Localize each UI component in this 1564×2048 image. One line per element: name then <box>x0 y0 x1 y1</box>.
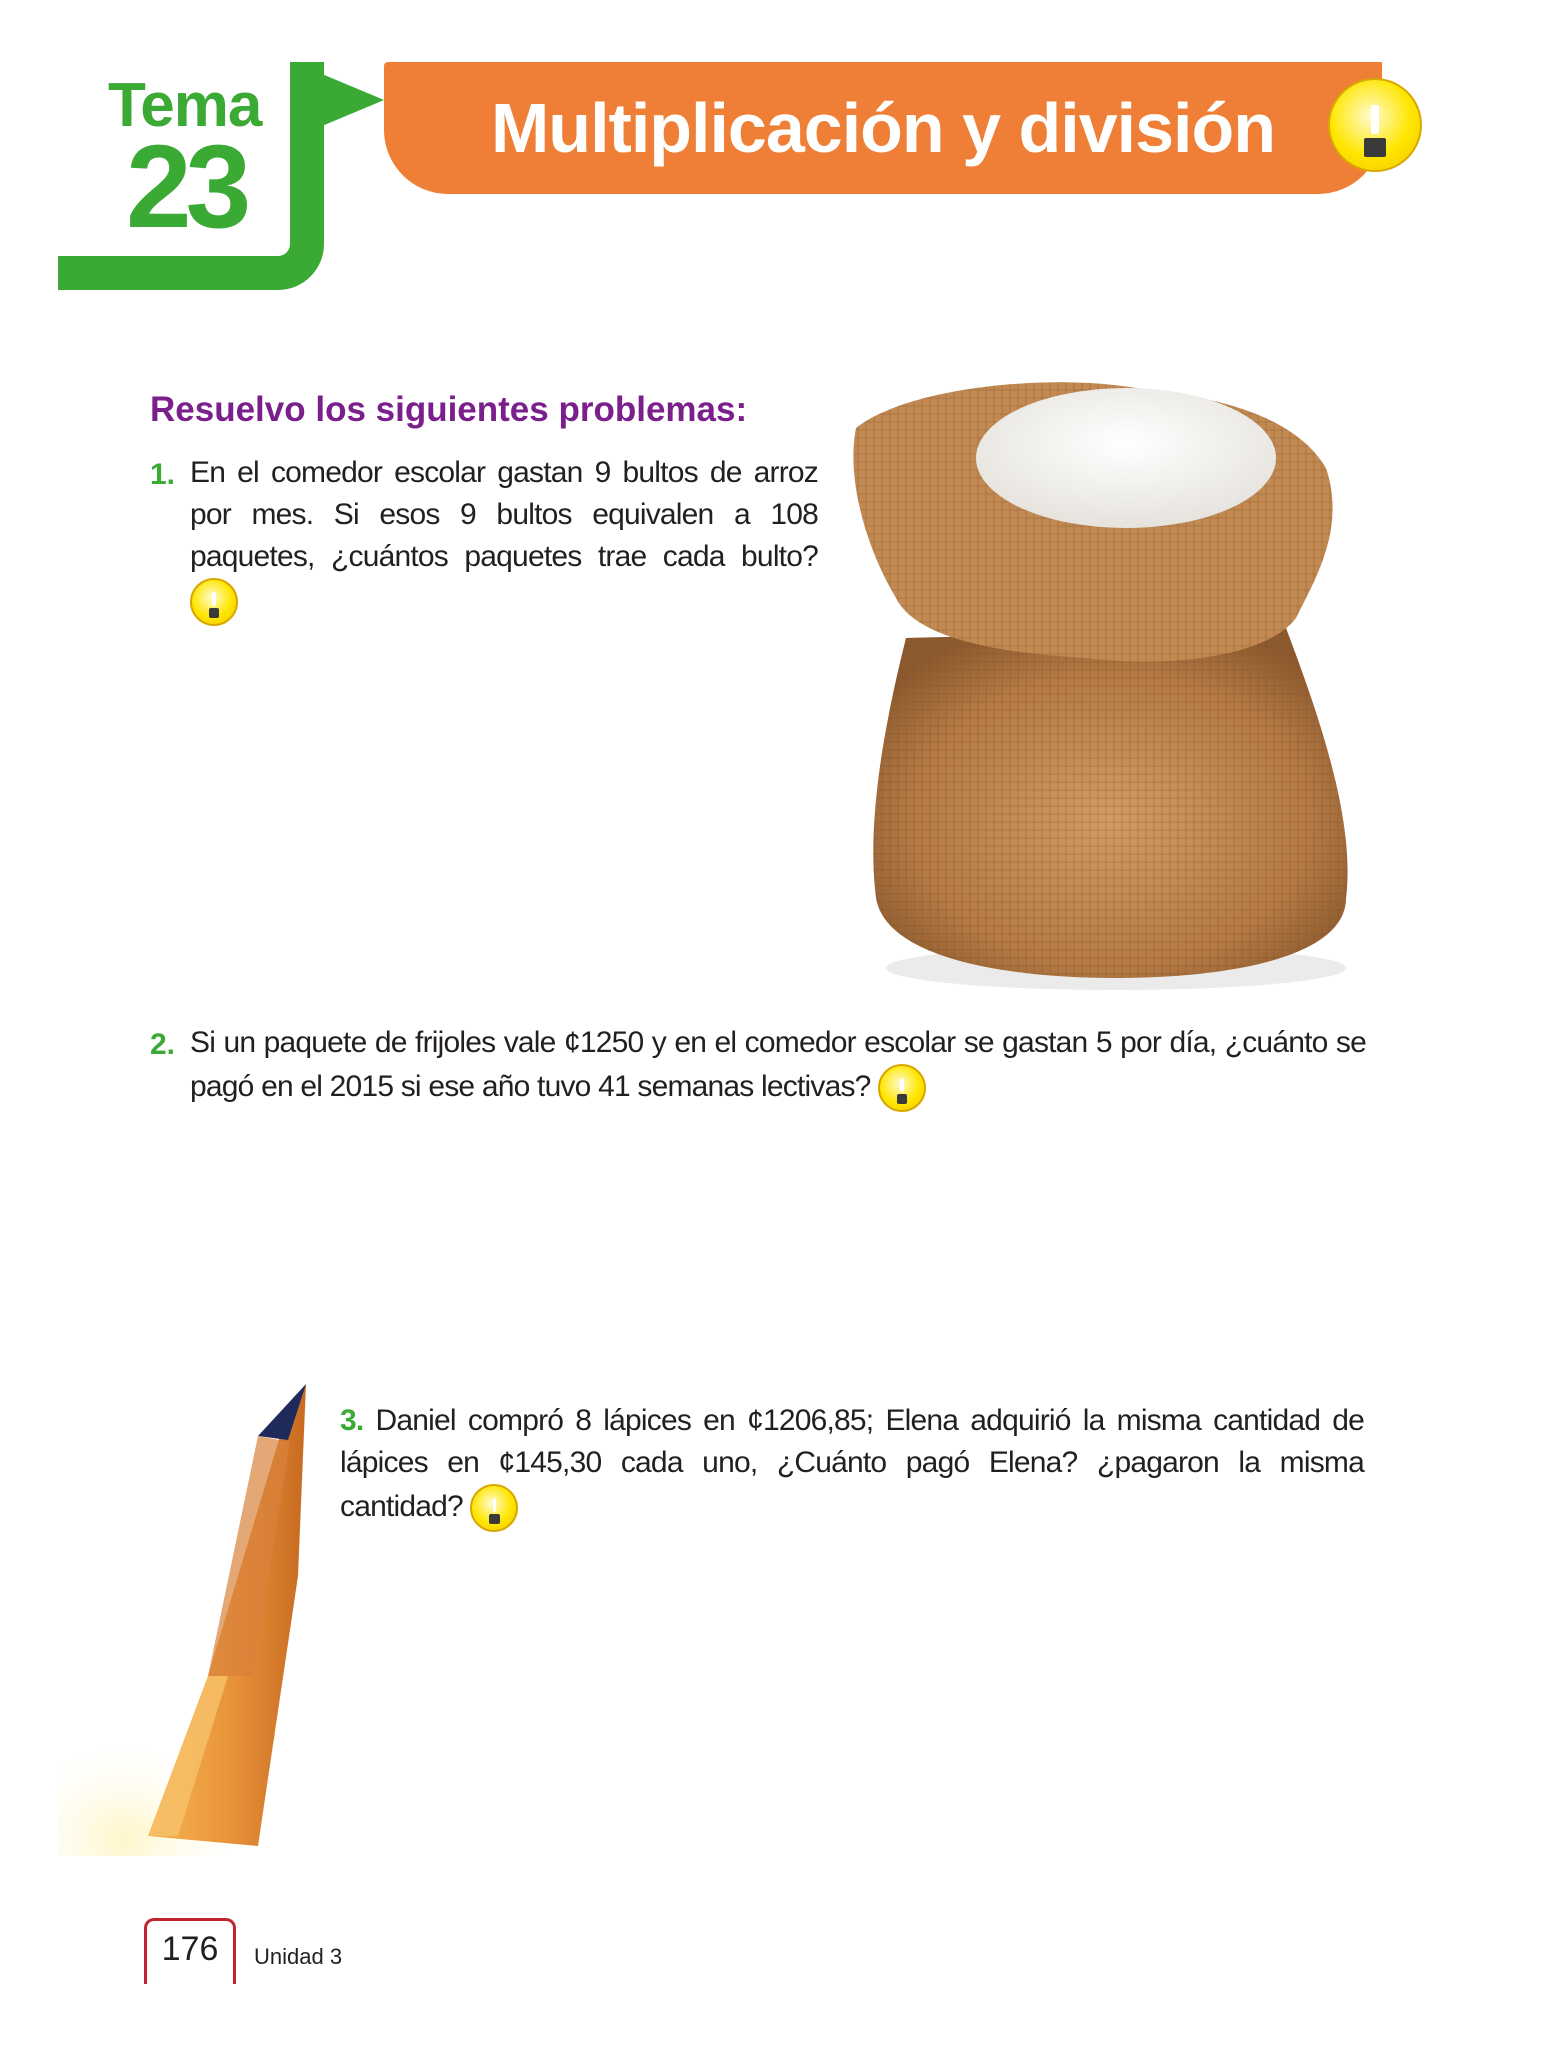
problem-2-number: 2. <box>150 1028 176 1061</box>
lightbulb-icon <box>470 1484 518 1532</box>
problem-3-text <box>340 1400 1364 1532</box>
problem-3-number: 3. <box>340 1404 364 1437</box>
tema-number: 23 <box>126 121 246 253</box>
problem-1-text <box>190 452 818 626</box>
page-number: 176 <box>161 1930 219 1968</box>
lightbulb-icon <box>878 1064 926 1112</box>
problem-1-body: En el comedor escolar gastan 9 bultos de arroz por mes. Si esos 9 bultos equivalen a 108 paquetes, ¿cuántos paquetes trae cada bulto? <box>190 456 818 573</box>
pencil-image <box>58 1376 318 1856</box>
tema-flag <box>322 74 384 126</box>
problem-3-body: Daniel compró 8 lápices en ¢1206,85; Elena adquirió la misma cantidad de lápices en ¢145,30 cada uno, ¿Cuánto pagó Elena? ¿pagaron la misma cantidad? <box>340 1404 1364 1523</box>
problem-2-body: Si un paquete de frijoles vale ¢1250 y en el comedor escolar se gastan 5 por día, ¿cuánto se pagó en el 2015 si ese año tuvo 41 semanas lectivas? <box>190 1026 1366 1103</box>
problem-2-text <box>190 1022 1366 1112</box>
lightbulb-icon <box>190 578 238 626</box>
tema-label: Tema <box>108 71 262 140</box>
section-heading: Resuelvo los siguientes problemas: <box>150 390 748 429</box>
page-title: Multiplicación y división <box>491 89 1275 167</box>
problem-1-number: 1. <box>150 458 176 491</box>
rice-sack-image <box>846 378 1362 998</box>
lightbulb-icon <box>1328 78 1422 172</box>
unit-label: Unidad 3 <box>254 1944 343 1969</box>
